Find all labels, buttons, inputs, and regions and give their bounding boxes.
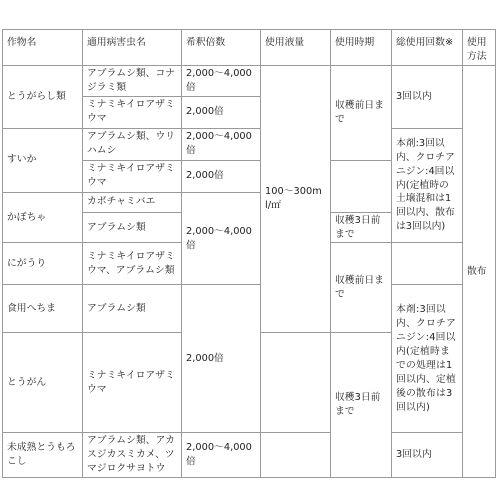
header-pest: 適用病害虫名 [83,30,182,66]
crop-cell: かぼちゃ [3,192,83,243]
pest-cell: アブラムシ類 [83,285,182,333]
header-timing: 使用時期 [331,30,392,66]
pest-cell: ミナミキイロアザミウマ、アブラムシ類 [83,243,182,285]
pest-cell: アブラムシ類、コナジラミ類 [83,65,182,96]
crop-cell: とうがらし類 [3,65,83,128]
pest-cell: ミナミキイロアザミウマ [83,96,182,128]
header-row [3,30,496,66]
dilution-cell: 2,000倍 [182,160,261,192]
timing-cell: 収穫3日前まで [331,212,392,243]
pest-cell: カボチャミバエ [83,192,182,212]
pest-cell: ミナミキイロアザミウマ [83,160,182,192]
total-cell: 本剤:3回以内、クロチアニジン:4回以内(定植時までの処理は1回以内、定植後の散布は3回以内) [392,285,463,433]
dilution-cell: 2,000～4,000倍 [182,433,261,478]
dilution-cell: 2,000倍 [182,285,261,433]
pest-cell: アブラムシ類、アカスジカスミカメ、ツマジロクサヨトウ [83,433,182,478]
pest-cell: アブラムシ類 [83,212,182,243]
total-cell: 3回以内 [392,65,463,128]
dilution-cell: 2,000～4,000倍 [182,128,261,160]
crop-cell: にがうり [3,243,83,285]
header-volume: 使用液量 [261,30,331,66]
timing-cell-blank [331,160,392,212]
usage-table [2,29,496,478]
table-row [3,433,496,478]
crop-cell: とうがん [3,333,83,433]
volume-cell-blank [261,433,331,478]
pest-cell: アブラムシ類、ウリハムシ [83,128,182,160]
volume-cell-blank [261,333,331,433]
crop-cell: すいか [3,128,83,192]
dilution-cell: 2,000倍 [182,96,261,128]
header-method: 使用方法 [463,30,496,66]
dilution-cell: 2,000～4,000倍 [182,65,261,96]
header-dilution: 希釈倍数 [182,30,261,66]
header-crop: 作物名 [3,30,83,66]
table-row [3,65,496,96]
method-cell: 散布 [463,65,496,477]
dilution-cell: 2,000～4,000倍 [182,192,261,285]
crop-cell: 未成熟とうもろこし [3,433,83,478]
volume-cell: 100～300ml/㎡ [261,65,331,333]
total-cell: 3回以内 [392,433,463,478]
timing-cell: 収穫3日前まで [331,333,392,478]
total-cell: 本剤:3回以内、クロチアニジン:4回以内(定植時の土壌混和は1回以内、散布は3回以内) [392,128,463,243]
table-row [3,285,496,333]
timing-cell: 収穫前日まで [331,65,392,160]
table-row [3,128,496,160]
pest-cell: ミナミキイロアザミウマ [83,333,182,433]
timing-cell: 収穫前日まで [331,243,392,333]
header-total: 総使用回数※ [392,30,463,66]
crop-cell: 食用へちま [3,285,83,333]
